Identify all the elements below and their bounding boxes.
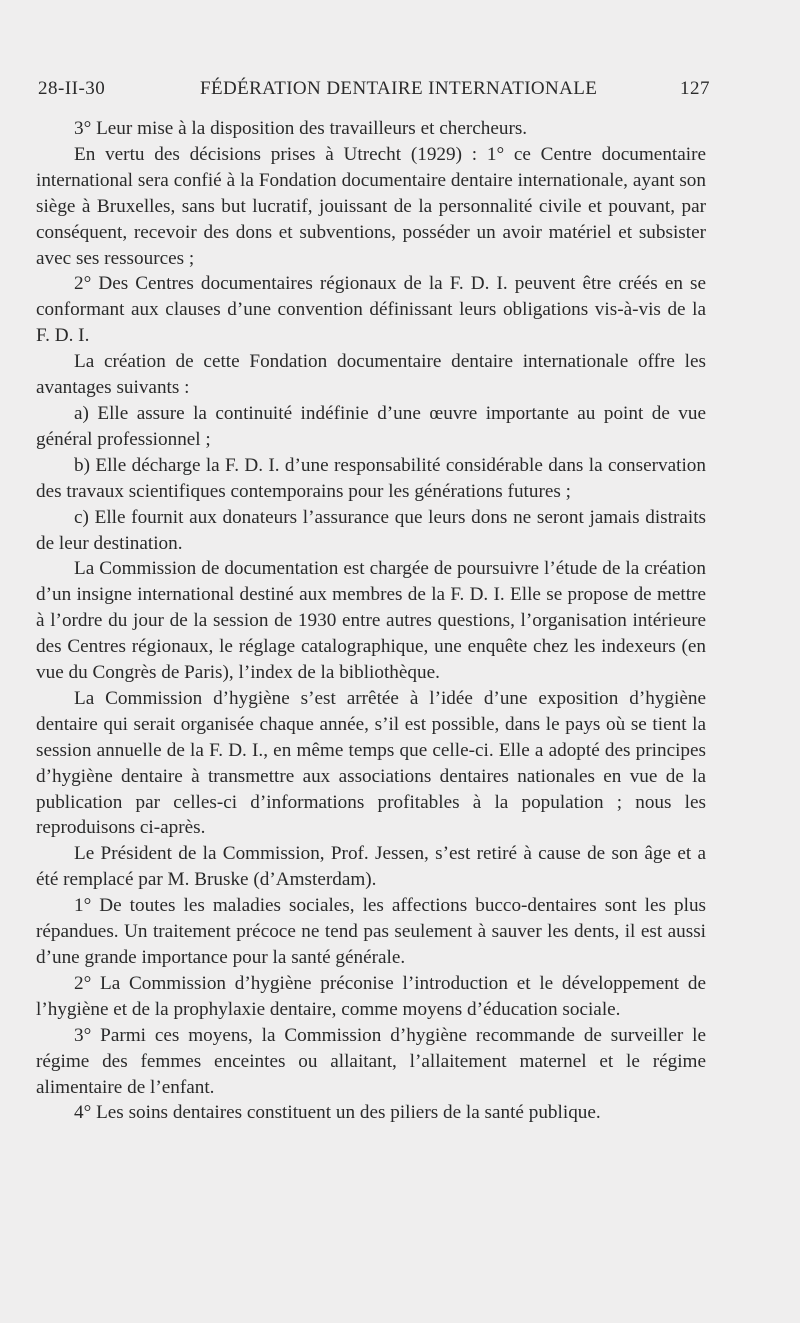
header-title: FÉDÉRATION DENTAIRE INTERNATIONALE (200, 78, 598, 99)
body-text (36, 116, 706, 1126)
header-date: 28-II-30 (38, 78, 106, 99)
paragraph: 3° Leur mise à la disposition des travailleurs et chercheurs. (74, 118, 528, 139)
paragraph: c) Elle fournit aux donateurs l’assurance que leurs dons ne seront jamais distraits de leur destination. (36, 506, 706, 554)
paragraph: En vertu des décisions prises à Utrecht (1929) : 1° ce Centre documentaire international sera confié à la Fondation documentaire dentaire internationale, ayant son siège à Bruxelles, sans but lucratif, jouissant de la personnalité civile et pouvant, par conséquent, recevoir des dons et subventions, posséder un avoir matériel et subsister avec ses ressources ; (36, 143, 706, 269)
paragraph: La Commission de documentation est chargée de poursuivre l’étude de la création d’un insigne international destiné aux membres de la F. D. I. Elle se propose de mettre à l’ordre du jour de la session de 1930 entre autres questions, l’organisation intérieure des Centres régionaux, le réglage catalographique, une enquête chez les indexeurs (en vue du Congrès de Paris), l’index de la bibliothèque. (36, 558, 706, 684)
running-header (38, 78, 710, 102)
paragraph: 2° Des Centres documentaires régionaux de la F. D. I. peuvent être créés en se conformant aux clauses d’une convention définissant leurs obligations vis-à-vis de la F. D. I. (36, 273, 706, 347)
paragraph: La création de cette Fondation documentaire dentaire internationale offre les avantages suivants : (36, 351, 706, 399)
page-number: 127 (680, 78, 710, 99)
paragraph: 4° Les soins dentaires constituent un des piliers de la santé publique. (74, 1102, 601, 1124)
paragraph: 3° Parmi ces moyens, la Commission d’hygiène recommande de surveiller le régime des femmes enceintes ou allaitant, l’allaitement maternel et le régime alimentaire de l’enfant. (36, 1024, 706, 1098)
paragraph: 1° De toutes les maladies sociales, les affections bucco-dentaires sont les plus répandues. Un traitement précoce ne tend pas seulement à sauver les dents, il est aussi d’une grande importance pour la santé générale. (36, 895, 706, 968)
paragraph: La Commission d’hygiène s’est arrêtée à l’idée d’une exposition d’hygiène dentaire qui serait organisée chaque année, s’il est possible, dans le pays où se tient la session annuelle de la F. D. I., en même temps que celle-ci. Elle a adopté des principes d’hygiène dentaire à transmettre aux associations dentaires nationales en vue de la publication par celles-ci d’informations profitables à la population ; nous les reproduisons ci-après. (36, 687, 706, 839)
paragraph: a) Elle assure la continuité indéfinie d’une œuvre importante au point de vue général professionnel ; (36, 402, 706, 450)
paragraph: 2° La Commission d’hygiène préconise l’introduction et le développement de l’hygiène et de la prophylaxie dentaire, comme moyens d’éducation sociale. (36, 972, 706, 1020)
paragraph: Le Président de la Commission, Prof. Jessen, s’est retiré à cause de son âge et a été remplacé par M. Bruske (d’Amsterdam). (36, 843, 706, 891)
paragraph: b) Elle décharge la F. D. I. d’une responsabilité considérable dans la conservation des travaux scientifiques contemporains pour les générations futures ; (36, 454, 706, 502)
